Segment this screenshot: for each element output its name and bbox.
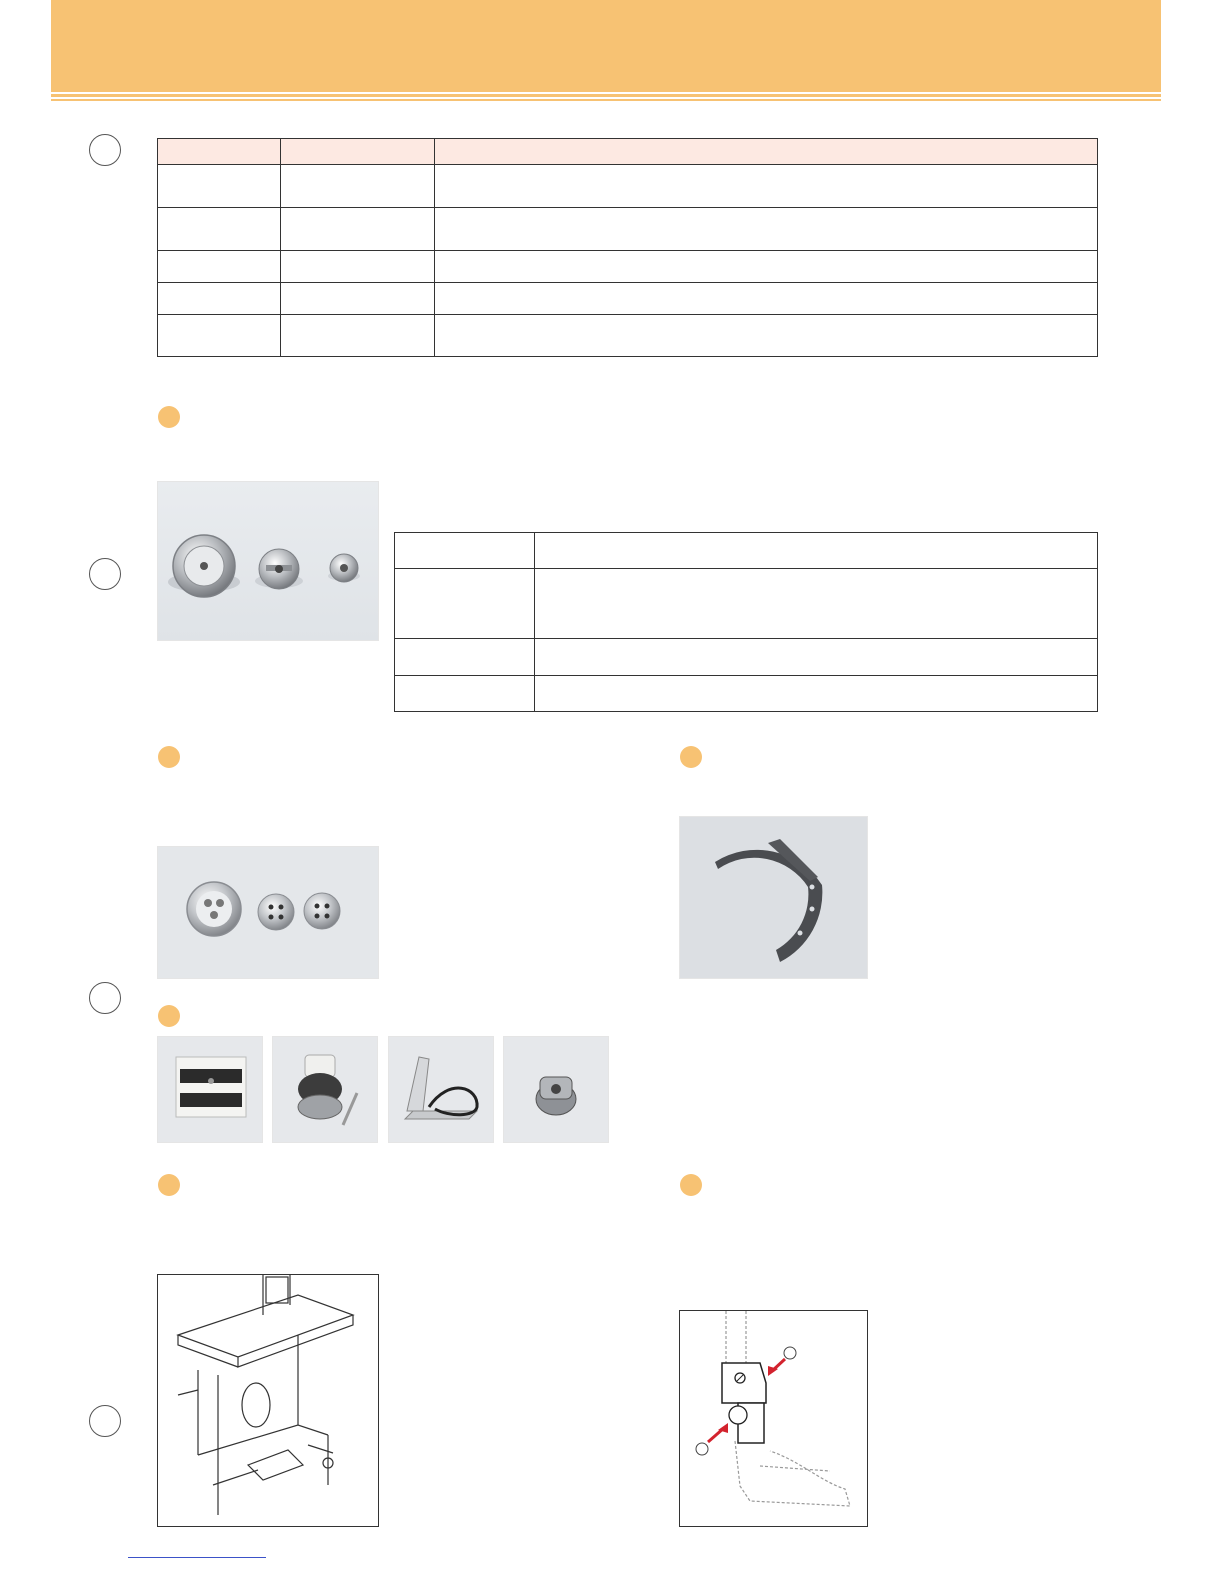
table-row — [395, 676, 1098, 712]
orange-dot-icon — [680, 1174, 702, 1196]
table-row — [158, 165, 1098, 208]
hook-and-bobbin-set-photo — [157, 481, 379, 641]
table-cell — [395, 533, 535, 569]
table-cell — [435, 251, 1098, 283]
table-cell — [281, 251, 435, 283]
footer-link-underline[interactable] — [128, 1557, 266, 1558]
table-cell — [158, 283, 281, 315]
table-cell — [435, 283, 1098, 315]
table-cell — [435, 208, 1098, 251]
table-row — [395, 639, 1098, 676]
header-rule — [51, 94, 1161, 97]
table-cell — [395, 676, 535, 712]
table-row — [158, 283, 1098, 315]
parts-table — [394, 532, 1098, 712]
table-row — [158, 251, 1098, 283]
orange-dot-icon — [158, 1174, 180, 1196]
table-cell — [535, 533, 1098, 569]
large-hook-set-photo — [157, 846, 379, 979]
table-row — [395, 533, 1098, 569]
orange-dot-icon — [680, 746, 702, 768]
table-row — [395, 569, 1098, 639]
table-cell — [158, 208, 281, 251]
presser-foot-drawing — [679, 1310, 868, 1527]
table-cell — [395, 639, 535, 676]
table-cell — [535, 676, 1098, 712]
folder-attachment-photo — [388, 1036, 494, 1143]
section-marker-icon — [89, 134, 121, 166]
bobbin-winder-photo — [272, 1036, 378, 1143]
orange-dot-icon — [158, 746, 180, 768]
table-row — [158, 208, 1098, 251]
table-header-cell — [158, 139, 281, 165]
table-header-row — [158, 139, 1098, 165]
table-cell — [395, 569, 535, 639]
section-marker-icon — [89, 982, 121, 1014]
table-row — [158, 315, 1098, 357]
table-cell — [158, 315, 281, 357]
bobbin-case-photo — [503, 1036, 609, 1143]
table-header-cell — [435, 139, 1098, 165]
sewing-machine-stand-drawing — [157, 1274, 379, 1527]
section-marker-icon — [89, 558, 121, 590]
table-cell — [158, 165, 281, 208]
section-marker-icon — [89, 1405, 121, 1437]
table-cell — [535, 639, 1098, 676]
table-header-cell — [281, 139, 435, 165]
table-cell — [281, 165, 435, 208]
specification-table — [157, 138, 1098, 357]
crescent-guide-photo — [679, 816, 868, 979]
table-cell — [281, 208, 435, 251]
table-cell — [535, 569, 1098, 639]
table-cell — [435, 165, 1098, 208]
orange-dot-icon — [158, 406, 180, 428]
header-rule-thin — [51, 99, 1161, 101]
table-cell — [158, 251, 281, 283]
table-cell — [435, 315, 1098, 357]
header-band — [51, 0, 1161, 92]
table-cell — [281, 315, 435, 357]
orange-dot-icon — [158, 1005, 180, 1027]
accessory-block-photo — [157, 1036, 263, 1143]
table-cell — [281, 283, 435, 315]
